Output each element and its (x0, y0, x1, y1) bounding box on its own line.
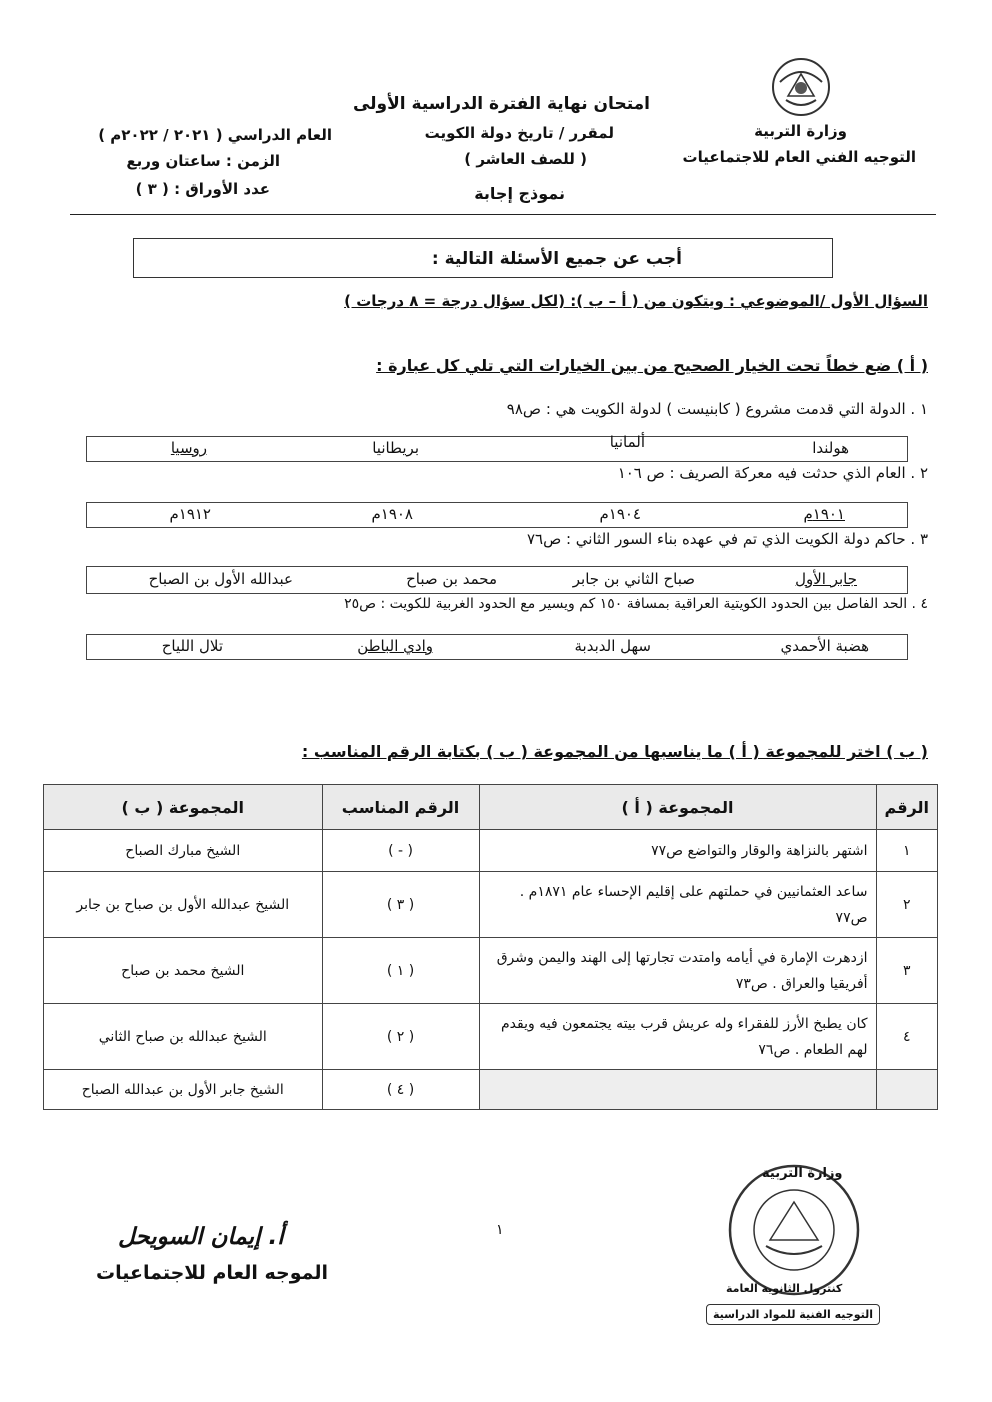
option[interactable]: ١٩٠٤م (599, 505, 641, 523)
instruction-box: أجب عن جميع الأسئلة التالية : (133, 238, 833, 278)
grade-label: ( للصف العاشر ) (464, 150, 587, 168)
directorate-name: التوجيه الفني العام للاجتماعيات (682, 148, 916, 166)
row-number: ٣ (876, 938, 937, 1004)
model-answer-label: نموذج إجابة (474, 184, 565, 203)
part-a-title: ( أ ) ضع خطاً تحت الخيار الصحيح من بين الخيارات التي تلي كل عبارة : (376, 356, 928, 375)
option[interactable]: سهل الدبدبة (574, 637, 651, 655)
group-a-text (479, 1070, 876, 1110)
options-row-3 (86, 566, 908, 594)
row-number: ٤ (876, 1004, 937, 1070)
question-item-2: ٢ . العام الذي حدثت فيه معركة الصريف : ص ١٠٦ (617, 464, 928, 482)
answer-cell[interactable]: ( ٤ ) (322, 1070, 479, 1110)
page-count: عدد الأوراق : ( ٣ ) (135, 180, 270, 198)
option-selected[interactable]: وادي الباطن (357, 637, 433, 655)
answer-cell[interactable]: ( - ) (322, 830, 479, 872)
group-a-text: كان يطبخ الأرز للفقراء وله عريش قرب بيته يجتمعون فيه ويقدم لهم الطعام . ص٧٦ (479, 1004, 876, 1070)
option[interactable]: ١٩٠٨م (371, 505, 413, 523)
course-name: لمقرر / تاريخ دولة الكويت (424, 124, 614, 142)
exam-duration: الزمن : ساعتان وربع (126, 152, 280, 170)
answer-cell[interactable]: ( ٣ ) (322, 872, 479, 938)
kuwait-emblem-icon (768, 52, 834, 122)
option[interactable]: بريطانيا (372, 439, 419, 457)
option[interactable]: محمد بن صباح (406, 570, 497, 588)
group-b-text: الشيخ محمد بن صباح (44, 938, 323, 1004)
stamp-top-text: وزارة التربية (762, 1166, 843, 1181)
header-number: الرقم (876, 785, 937, 830)
row-number: ١ (876, 830, 937, 872)
header-divider (70, 214, 936, 215)
option[interactable]: عبدالله الأول بن الصباح (148, 570, 293, 588)
page-mark: ١ (496, 1222, 504, 1238)
signature-name: أ. إيمان السويحل (118, 1224, 284, 1250)
header-answer: الرقم المناسب (322, 785, 479, 830)
group-a-text: ساعد العثمانيين في حملتهم على إقليم الإحساء عام ١٨٧١م . ص٧٧ (479, 872, 876, 938)
row-number (876, 1070, 937, 1110)
options-row-4 (86, 634, 908, 660)
options-row-1 (86, 433, 908, 462)
table-row (44, 830, 938, 872)
part-b-title: ( ب ) اختر للمجموعة ( أ ) ما يناسبها من المجموعة ( ب ) بكتابة الرقم المناسب : (301, 742, 928, 761)
official-stamp (704, 1160, 884, 1335)
option[interactable]: صباح الثاني بن جابر (572, 570, 695, 588)
group-b-text: الشيخ عبدالله بن صباح الثاني (44, 1004, 323, 1070)
stamp-seal-icon (704, 1160, 884, 1300)
group-b-text: الشيخ جابر الأول بن عبدالله الصباح (44, 1070, 323, 1110)
academic-year: العام الدراسي ( ٢٠٢١ / ٢٠٢٢م ) (98, 126, 332, 144)
option-selected[interactable]: ١٩٠١م (803, 505, 845, 523)
row-number: ٢ (876, 872, 937, 938)
option[interactable]: تلال اللياح (161, 637, 223, 655)
group-b-text: الشيخ عبدالله الأول بن صباح بن جابر (44, 872, 323, 938)
question-item-3: ٣ . حاكم دولة الكويت الذي تم في عهده بناء السور الثاني : ص٧٦ (526, 530, 928, 548)
table-row (44, 1004, 938, 1070)
question-item-4: ٤ . الحد الفاصل بين الحدود الكويتية العراقية بمسافة ١٥٠ كم ويسير مع الحدود الغربية للكويت : ص٢٥ (344, 596, 928, 612)
table-row (44, 872, 938, 938)
question-item-1: ١ . الدولة التي قدمت مشروع ( كابنيست ) لدولة الكويت هي : ص٩٨ (506, 400, 928, 418)
stamp-label: التوجيه الفنية للمواد الدراسية (706, 1304, 880, 1325)
exam-title: امتحان نهاية الفترة الدراسية الأولى (352, 94, 650, 114)
stamp-side-text: كنترول الثانوية العامة (726, 1282, 843, 1295)
table-row (44, 938, 938, 1004)
answer-cell[interactable]: ( ١ ) (322, 938, 479, 1004)
group-b-text: الشيخ مبارك الصباح (44, 830, 323, 872)
ministry-name: وزارة التربية (754, 122, 847, 140)
option[interactable]: هضبة الأحمدي (780, 637, 869, 655)
option[interactable]: ألمانيا (609, 433, 645, 451)
header-group-b: المجموعة ( ب ) (44, 785, 323, 830)
group-a-text: اشتهر بالنزاهة والوقار والتواضع ص٧٧ (479, 830, 876, 872)
signature-title: الموجه العام للاجتماعيات (96, 1262, 329, 1284)
option-selected[interactable]: جابر الأول (795, 570, 857, 588)
table-row (44, 1070, 938, 1110)
option-selected[interactable]: روسيا (170, 439, 207, 457)
option[interactable]: هولندا (812, 439, 849, 457)
answer-cell[interactable]: ( ٢ ) (322, 1004, 479, 1070)
question1-title: السؤال الأول /الموضوعي : ويتكون من ( أ – ب ): (لكل سؤال درجة = ٨ درجات ) (344, 292, 928, 310)
group-a-text: ازدهرت الإمارة في أيامه وامتدت تجارتها إلى الهند واليمن وشرق أفريقيا والعراق . ص٧٣ (479, 938, 876, 1004)
option[interactable]: ١٩١٢م (169, 505, 211, 523)
matching-table (43, 784, 938, 1110)
header-group-a: المجموعة ( أ ) (479, 785, 876, 830)
options-row-2 (86, 502, 908, 528)
